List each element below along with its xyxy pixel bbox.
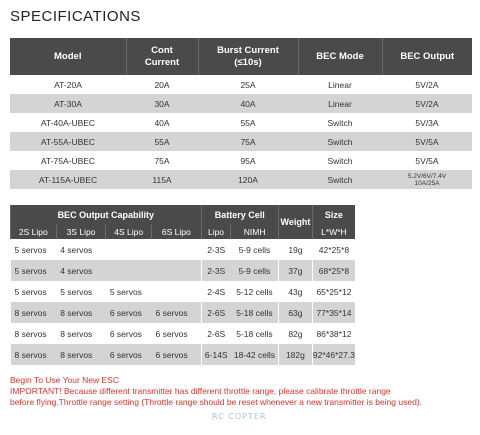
spec-cell: 5V/2A xyxy=(382,75,472,94)
spec-cell: Linear xyxy=(298,75,382,94)
capability-row xyxy=(11,260,356,281)
spec-row xyxy=(10,94,472,113)
capability-cell xyxy=(152,239,202,260)
capability-cell: 2-6S xyxy=(201,323,231,344)
spec-cell: 5V/5A xyxy=(382,132,472,151)
spec-cell: 55A xyxy=(198,113,298,132)
spec-cell: 95A xyxy=(198,151,298,170)
capability-cell: 5 servos xyxy=(56,281,106,302)
sub-header-6s-lipo: 6S Lipo xyxy=(152,224,202,239)
spec-header-model: Model xyxy=(10,38,126,75)
spec-cell: 5V/3A xyxy=(382,113,472,132)
size-header: Size xyxy=(312,205,355,224)
capability-row xyxy=(11,323,356,344)
page-title: SPECIFICATIONS xyxy=(10,8,141,25)
capability-cell: 6 servos xyxy=(152,302,202,323)
begin-use-note: Begin To Use Your New ESC xyxy=(10,375,119,385)
capability-cell: 5-18 cells xyxy=(231,323,279,344)
spec-row xyxy=(10,170,472,189)
spec-header-row xyxy=(10,38,472,75)
capability-cell: 43g xyxy=(278,281,312,302)
sub-header-3s-lipo: 3S Lipo xyxy=(56,224,106,239)
capability-row xyxy=(11,302,356,323)
spec-header-cont-current: Cont Current xyxy=(126,38,198,75)
capability-cell: 5-9 cells xyxy=(231,260,279,281)
capability-cell: 19g xyxy=(278,239,312,260)
sub-header-4s-lipo: 4S Lipo xyxy=(106,224,152,239)
capability-cell: 8 servos xyxy=(56,302,106,323)
capability-cell: 42*25*8 xyxy=(312,239,355,260)
capability-cell: 2-3S xyxy=(201,260,231,281)
capability-cell: 6-14S xyxy=(201,344,231,365)
capability-cell: 5 servos xyxy=(11,281,57,302)
spec-cell: 25A xyxy=(198,75,298,94)
battery-cell-header: Battery Cell xyxy=(201,205,278,224)
capability-cell xyxy=(152,281,202,302)
spec-cell: Switch xyxy=(298,170,382,189)
bec-output-capability-header: BEC Output Capability xyxy=(11,205,202,224)
spec-cell: Switch xyxy=(298,113,382,132)
capability-cell: 63g xyxy=(278,302,312,323)
spec-cell: 30A xyxy=(126,94,198,113)
capability-cell: 6 servos xyxy=(152,323,202,344)
capability-cell: 6 servos xyxy=(106,302,152,323)
spec-cell: 5V/5A xyxy=(382,151,472,170)
capability-cell: 6 servos xyxy=(152,344,202,365)
capability-cell: 5-18 cells xyxy=(231,302,279,323)
capability-cell: 82g xyxy=(278,323,312,344)
spec-header-burst-current: Burst Current (≤10s) xyxy=(198,38,298,75)
spec-cell: 75A xyxy=(126,151,198,170)
important-note: IMPORTANT! Because different transmitter has different throttle range, please calibrate throttle range xyxy=(10,386,391,396)
spec-cell: AT-40A-UBEC xyxy=(10,113,126,132)
capability-cell: 8 servos xyxy=(56,344,106,365)
capability-cell: 5-9 cells xyxy=(231,239,279,260)
spec-cell: 5.2V/6V/7.4V 10A/25A xyxy=(382,170,472,189)
spec-cell: 5V/2A xyxy=(382,94,472,113)
throttle-range-note: before flying.Throttle range setting (Throttle range should be reset whenever a new transmitter is being used). xyxy=(10,397,422,407)
spec-cell: 55A xyxy=(126,132,198,151)
capability-cell: 77*35*14 xyxy=(312,302,355,323)
capability-cell: 5 servos xyxy=(11,260,57,281)
capability-cell: 5 servos xyxy=(11,239,57,260)
sub-header-lwh: L*W*H xyxy=(312,224,355,239)
weight-header: Weight xyxy=(278,205,312,239)
capability-cell: 5-12 cells xyxy=(231,281,279,302)
spec-cell: AT-115A-UBEC xyxy=(10,170,126,189)
capability-cell: 92*46*27.3 xyxy=(312,344,355,365)
spec-cell: AT-55A-UBEC xyxy=(10,132,126,151)
capability-cell: 37g xyxy=(278,260,312,281)
capability-cell: 8 servos xyxy=(11,323,57,344)
capability-row xyxy=(11,281,356,302)
spec-cell: 75A xyxy=(198,132,298,151)
spec-row xyxy=(10,75,472,94)
capability-cell: 86*38*12 xyxy=(312,323,355,344)
spec-cell: 40A xyxy=(126,113,198,132)
capability-row xyxy=(11,344,356,365)
capability-cell: 2-3S xyxy=(201,239,231,260)
spec-cell: 120A xyxy=(198,170,298,189)
capability-table xyxy=(10,205,355,365)
spec-cell: Switch xyxy=(298,132,382,151)
sub-header-2s-lipo: 2S Lipo xyxy=(11,224,57,239)
spec-cell: 40A xyxy=(198,94,298,113)
spec-header-bec-output: BEC Output xyxy=(382,38,472,75)
capability-cell xyxy=(106,260,152,281)
capability-cell: 18-42 cells xyxy=(231,344,279,365)
capability-cell: 4 servos xyxy=(56,239,106,260)
spec-cell: AT-30A xyxy=(10,94,126,113)
capability-cell: 8 servos xyxy=(11,344,57,365)
spec-row xyxy=(10,132,472,151)
spec-row xyxy=(10,151,472,170)
capability-cell: 65*25*12 xyxy=(312,281,355,302)
capability-cell: 8 servos xyxy=(56,323,106,344)
capability-cell: 182g xyxy=(278,344,312,365)
capability-cell: 6 servos xyxy=(106,323,152,344)
rc-copter-watermark: RC COPTER xyxy=(212,412,267,421)
spec-cell: 20A xyxy=(126,75,198,94)
specifications-table xyxy=(10,38,472,189)
spec-cell: Linear xyxy=(298,94,382,113)
capability-cell: 5 servos xyxy=(106,281,152,302)
capability-cell: 6 servos xyxy=(106,344,152,365)
capability-cell xyxy=(152,260,202,281)
spec-cell: AT-75A-UBEC xyxy=(10,151,126,170)
spec-cell: 115A xyxy=(126,170,198,189)
sub-header-lipo: Lipo xyxy=(201,224,231,239)
capability-cell: 4 servos xyxy=(56,260,106,281)
spec-cell: Switch xyxy=(298,151,382,170)
spec-header-bec-mode: BEC Mode xyxy=(298,38,382,75)
sub-header-nimh: NIMH xyxy=(231,224,279,239)
capability-row xyxy=(11,239,356,260)
spec-row xyxy=(10,113,472,132)
capability-cell: 8 servos xyxy=(11,302,57,323)
capability-cell: 2-4S xyxy=(201,281,231,302)
capability-cell xyxy=(106,239,152,260)
capability-group-header-row xyxy=(11,205,356,224)
capability-cell: 68*25*8 xyxy=(312,260,355,281)
spec-cell: AT-20A xyxy=(10,75,126,94)
capability-cell: 2-6S xyxy=(201,302,231,323)
